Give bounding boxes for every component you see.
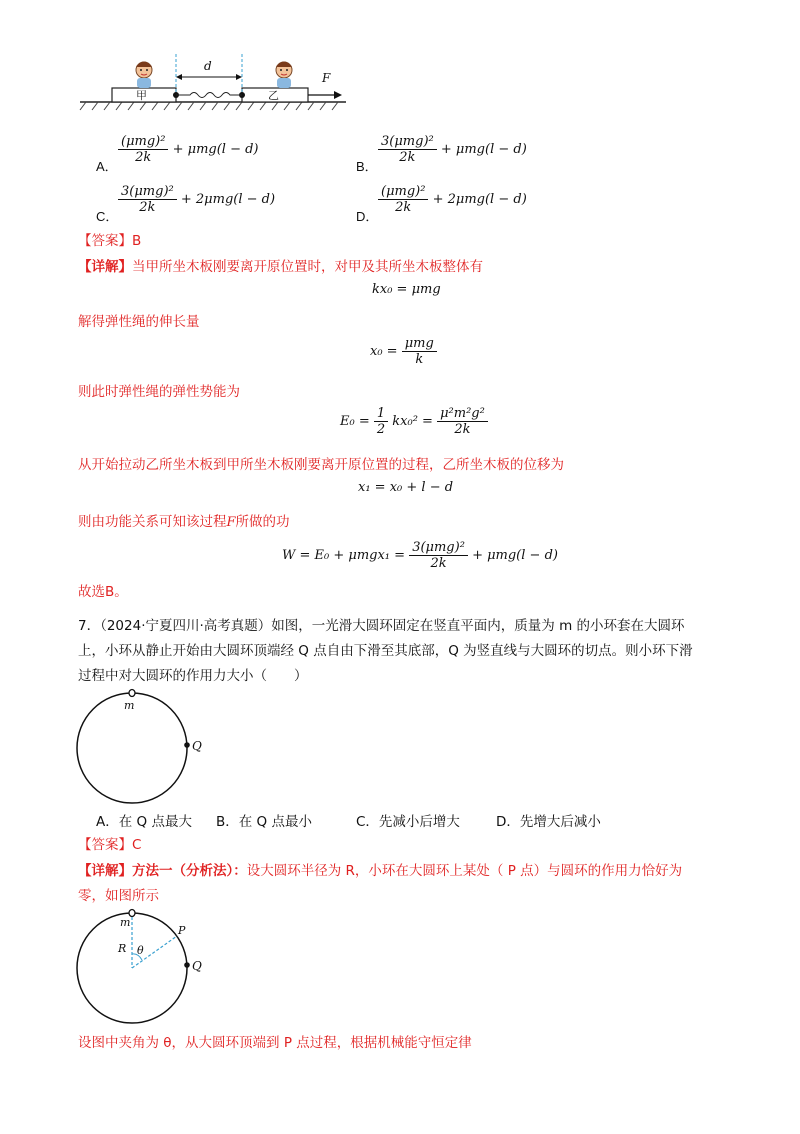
person-left [136, 62, 152, 89]
option-a-num: (μmg)² [118, 134, 168, 150]
label-d: d [204, 59, 212, 73]
label-F: F [322, 71, 331, 85]
q6-line4: 从开始拉动乙所坐木板到甲所坐木板刚要离开原位置的过程，乙所坐木板的位移为 [78, 457, 564, 473]
figure-boards [78, 50, 348, 115]
q6-answer: 【答案】B [78, 233, 142, 249]
q7-choice-a[interactable]: A．在 Q 点最大 [96, 814, 192, 830]
option-d-den: 2k [395, 200, 412, 215]
option-c-den: 2k [139, 200, 156, 215]
fig3-R-label: R [118, 942, 127, 955]
q6-line5: 则由功能关系可知该过程F所做的功 [78, 514, 290, 530]
option-c-label: C． [96, 209, 119, 224]
option-d-num: (μmg)² [378, 184, 428, 200]
q7-detail-line2: 零，如图所示 [78, 888, 159, 904]
q6-detail-text: 当甲所坐木板刚要离开原位置时，对甲及其所坐木板整体有 [132, 259, 483, 275]
q7-choice-c[interactable]: C．先减小后增大 [356, 814, 460, 830]
option-a[interactable] [96, 134, 356, 174]
option-b-tail: + μmg(l − d) [440, 142, 527, 157]
q7-stem-line2: 上，小环从静止开始由大圆环顶端经 Q 点自由下滑至其底部，Q 为竖直线与大圆环的切点。则小环下滑 [78, 643, 693, 659]
option-c[interactable] [96, 184, 356, 224]
option-d[interactable] [356, 184, 616, 224]
equation-5: W = E₀ + μmgx₁ = $\frac{\text{3(μmg)²}}{2k}$ + μmg(l − d) [282, 540, 558, 571]
person-right [276, 62, 292, 89]
equation-4: x₁ = x₀ + l − d [358, 480, 454, 495]
figure-ring [74, 688, 224, 808]
q6-line6: 故选B。 [78, 584, 128, 600]
q7-detail-line3: 设图中夹角为 θ，从大圆环顶端到 P 点过程，根据机械能守恒定律 [78, 1035, 472, 1051]
option-b-num: 3(μmg)² [378, 134, 437, 150]
option-b[interactable] [356, 134, 616, 174]
q7-choice-d[interactable]: D．先增大后减小 [496, 814, 601, 830]
q7-detail-line1: 【详解】方法一（分析法）：设大圆环半径为 R，小环在大圆环上某处（ P 点）与圆环的作用力恰好为 [78, 863, 683, 879]
fig3-Q-label: Q [192, 959, 202, 973]
option-a-label: A． [96, 159, 118, 174]
q7-stem-line3: 过程中对大圆环的作用力大小（ ） [78, 668, 308, 684]
q6-line2: 解得弹性绳的伸长量 [78, 314, 200, 330]
q6-detail-tag: 【详解】 [78, 259, 132, 275]
equation-1: kx₀ = μmg [372, 282, 441, 297]
option-c-num: 3(μmg)² [118, 184, 177, 200]
q6-line3: 则此时弹性绳的弹性势能为 [78, 384, 240, 400]
option-a-tail: + μmg(l − d) [172, 142, 259, 157]
fig3-P-label: P [178, 924, 186, 937]
label-yi: 乙 [268, 89, 279, 102]
q7-answer: 【答案】C [78, 837, 142, 853]
option-b-label: B． [356, 159, 378, 174]
fig2-Q-label: Q [192, 739, 202, 753]
q7-choice-b[interactable]: B．在 Q 点最小 [216, 814, 312, 830]
fig2-m-label: m [124, 699, 135, 712]
fig3-m-label: m [120, 916, 131, 929]
fig3-theta-label: θ [137, 944, 144, 957]
option-d-label: D． [356, 209, 379, 224]
equation-3: E₀ = $\frac{1}{2}$ kx₀² = $\frac{\text{μ²m²g²}}{2k}$ [340, 406, 488, 437]
figure-ring-angle [74, 908, 224, 1028]
option-a-den: 2k [135, 150, 152, 165]
q7-stem-line1: 7．（2024·宁夏四川·高考真题）如图，一光滑大圆环固定在竖直平面内，质量为 m 的小环套在大圆环 [78, 618, 685, 634]
option-b-den: 2k [399, 150, 416, 165]
label-jia: 甲 [136, 89, 147, 102]
option-d-tail: + 2μmg(l − d) [432, 192, 527, 207]
option-c-tail: + 2μmg(l − d) [180, 192, 276, 207]
equation-2: x₀ = $\frac{\text{μmg}}{k}$ [370, 336, 437, 367]
q6-detail-line1 [78, 257, 483, 277]
